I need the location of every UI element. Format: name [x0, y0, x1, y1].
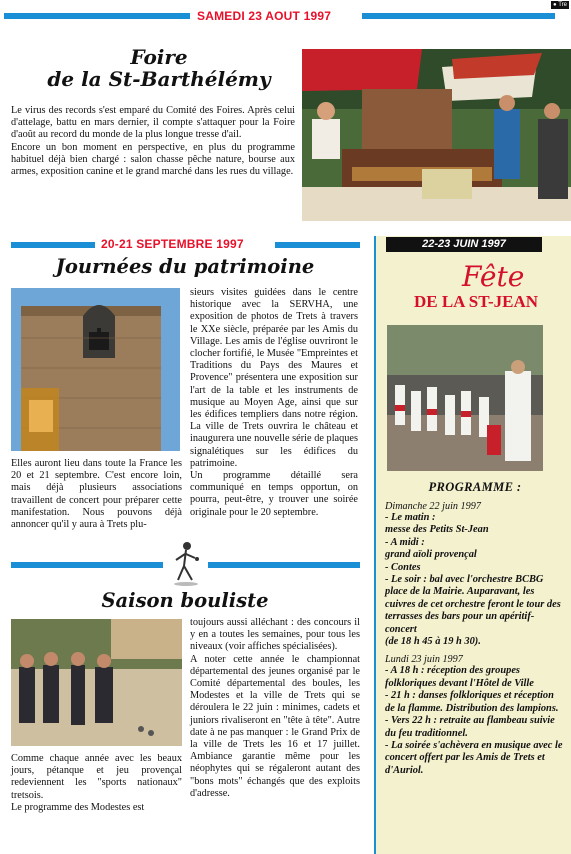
fete-logo — [390, 262, 560, 314]
section2-title: Journées du patrimoine — [55, 255, 315, 278]
fete-word: Fête — [462, 260, 525, 293]
programme-day1: Dimanche 22 juin 1997 — [385, 501, 481, 512]
section3-col1-text: Comme chaque année avec les beaux jours, pétanque et jeu provençal redeviennent les "sports nationaux" tretsois. — [11, 753, 182, 801]
programme-item: messe des Petits St-Jean — [385, 524, 489, 536]
programme-item: - Le matin : — [385, 512, 436, 523]
bell-tower-photo — [11, 288, 180, 451]
fete-subtitle: DE LA ST-JEAN — [413, 292, 539, 311]
programme-item: grand aïoli provençal — [385, 549, 477, 561]
sidebar-date-banner: 22-23 JUIN 1997 — [386, 237, 542, 252]
section1-title-line1: Foire — [130, 45, 188, 69]
section2-col2-text-b: Un programme détaillé sera communiqué en temps opportun, on pourra, peut-être, y trouver une soirée originale pour le 20 septembre. — [190, 470, 358, 518]
programme-item: - Contes — [385, 561, 421, 573]
section1-banner-bar-left — [4, 13, 190, 19]
section2-col1 — [11, 458, 182, 531]
petanque-photo — [11, 619, 182, 746]
section3-col2 — [190, 617, 360, 800]
programme-day2-list — [385, 665, 565, 777]
procession-photo — [387, 325, 543, 471]
section1-paragraph-2: Encore un bon moment en perspective, en plus du programme habituel déjà bien chargé : salon chasse pêche nature, bourse aux armes, exposition canine et le grand marché dans les rues du village. — [11, 141, 295, 178]
section2-col1-text: Elles auront lieu dans toute la France les 20 et 21 septembre. C'est encore loin, mais déjà plusieurs associations travaillent de concert pour préparer cette manifestation. Nous pouvons déjà annoncer qu'il y aura à Trets plu- — [11, 458, 182, 531]
programme-item: - Vers 22 h : retraite au flambeau suivie du feu traditionnel. — [385, 715, 555, 739]
section2-date-banner: 20-21 SEPTEMBRE 1997 — [101, 237, 244, 251]
section2-banner-bar-left — [11, 242, 95, 248]
programme-item: - La soirée s'achèvera en musique avec le concert offert par les Amis de Trets et d'Auriol. — [385, 739, 563, 776]
section3-col2-text: toujours aussi alléchant : des concours il y en a toutes les semaines, pour tous les niveaux (voir affiches spécialisées). — [190, 617, 360, 653]
section1-paragraph-1: Le virus des records s'est emparé du Comité des Foires. Après celui d'attelage, battu en mars dernier, il compte s'attaquer pour la Foire d'août au record du monde de la plus longue tresse d'ail. — [11, 105, 295, 141]
programme — [385, 480, 565, 777]
petanque-player-icon — [170, 540, 202, 588]
section2-col2 — [190, 287, 358, 519]
corner-tag: ● Tre — [553, 2, 567, 8]
section3-banner-bar-left — [11, 562, 163, 568]
market-photo — [302, 49, 571, 221]
programme-heading: PROGRAMME : — [428, 480, 522, 494]
section2-banner-bar-right — [275, 242, 360, 248]
section3-title: Saison bouliste — [101, 589, 269, 612]
programme-item: - A 18 h : réception des groupes folkloriques devant l'Hôtel de Ville — [385, 665, 534, 689]
section1-title-line2: de la St-Barthélémy — [47, 67, 271, 91]
programme-item: - A midi : — [385, 536, 425, 548]
section3-col1-text-b: Le programme des Modestes est — [11, 801, 145, 813]
section1-title — [24, 46, 294, 90]
section3-banner-bar-right — [208, 562, 360, 568]
section1-body — [11, 105, 295, 178]
programme-day2: Lundi 23 juin 1997 — [385, 654, 463, 666]
section3-col1 — [11, 753, 182, 814]
section2-col2-text: sieurs visites guidées dans le centre historique avec la SERVHA, une exposition de photos de Trets à travers le XXe siècle, préparée par les Amis du Village. Les amis de l'église ouvriront le clocher fortifié, le Musée "Empreintes et Traditions du Pays des Maures et Provence" présentera une exposition sur l'art de la table et les instruments de musique au Moyen Age, ainsi que sur les édifices templiers dans notre région. La ville de Trets ouvrira le château et inaugurera une nouvelle série de plaques signalétiques sur les édifices du patrimoine. — [190, 287, 358, 469]
programme-item: (de 18 h 45 à 19 h 30). — [385, 636, 481, 648]
programme-item: - 21 h : danses folkloriques et réception de la flamme. Distribution des lampions. — [385, 690, 559, 714]
section1-date-banner: SAMEDI 23 AOUT 1997 — [197, 9, 332, 23]
programme-day1-list — [385, 512, 565, 648]
section3-col2-text-b: A noter cette année le championnat départemental des jeunes organisé par le Comité départemental des boules, les Modestes et la ville de Trets qui se déroulera le 22 juin : minimes, cadets et juniors rivaliseront en "tête à tête". Autre date à ne pas manquer : le Grand Prix de la ville de Trets les 16 et 17 juillet. Ambiance garantie même pour les néophytes qui se régaleront autant des "bons mots" échangés que des exploits d'adresse. — [190, 653, 360, 799]
programme-item: - Le soir : bal avec l'orchestre BCBG place de la Mairie. Auparavant, les cuivres de cet orchestre feront le tour des terrasses des bars pour un apéritif-concert — [385, 574, 561, 635]
section1-banner-bar-right — [362, 13, 555, 19]
